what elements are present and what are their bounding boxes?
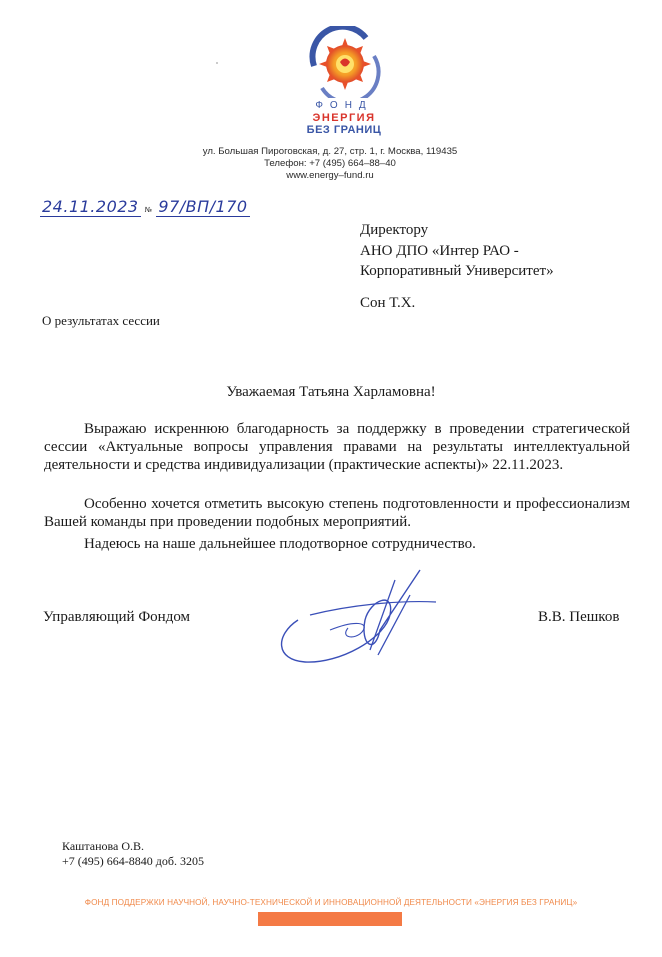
reference-date: 24.11.2023: [42, 197, 139, 216]
letterhead-address: ул. Большая Пироговская, д. 27, стр. 1, г. Москва, 119435: [202, 146, 458, 157]
reference-number-label: №: [144, 206, 153, 214]
letterhead-phone: Телефон: +7 (495) 664–88–40: [264, 158, 396, 169]
logo-word-borderless: БЕЗ ГРАНИЦ: [306, 124, 382, 136]
addressee-name: Сон Т.Х.: [360, 295, 416, 311]
footer-accent-bar: [258, 912, 402, 926]
body-paragraph-2: Особенно хочется отметить высокую степень подготовленности и профессионализм Вашей команды при проведении подобных мероприятий.: [44, 496, 630, 530]
handwritten-signature-icon: [270, 560, 440, 670]
signatory-name: В.В. Пешков: [538, 609, 620, 625]
addressee-line2: АНО ДПО «Интер РАО -: [360, 243, 519, 259]
executor-phone: +7 (495) 664-8840 доб. 3205: [62, 854, 204, 868]
footer-organization-text: ФОНД ПОДДЕРЖКИ НАУЧНОЙ, НАУЧНО-ТЕХНИЧЕСКОЙ И ИННОВАЦИОННОЙ ДЕЯТЕЛЬНОСТИ «ЭНЕРГИЯ БЕЗ ГРАНИЦ»: [84, 898, 578, 907]
body-paragraph-1: Выражаю искреннюю благодарность за поддержку в проведении стратегической сессии «Актуальные вопросы управления правами на результаты интеллектуальной деятельности и средства индивидуализации (практические аспекты)» 22.11.2023.: [44, 421, 630, 473]
body-paragraph-3: Надеюсь на наше дальнейшее плодотворное сотрудничество.: [84, 536, 476, 552]
executor-name: Каштанова О.В.: [62, 839, 145, 853]
reference-number: 97/ВП/170: [158, 197, 248, 216]
letter-greeting: Уважаемая Татьяна Харламовна!: [226, 384, 436, 400]
logo-word-energy: ЭНЕРГИЯ: [312, 112, 376, 124]
fund-logo-icon: [304, 26, 384, 98]
letter-subject: О результатах сессии: [42, 313, 160, 328]
reference-line: [40, 197, 250, 216]
letterhead-website: www.energy–fund.ru: [286, 170, 374, 181]
addressee-line1: Директору: [360, 222, 429, 238]
signatory-title: Управляющий Фондом: [43, 609, 191, 625]
logo-word-fond: ФОНД: [315, 100, 373, 111]
addressee-line3: Корпоративный Университет»: [360, 263, 554, 279]
scan-dot: [216, 62, 218, 64]
